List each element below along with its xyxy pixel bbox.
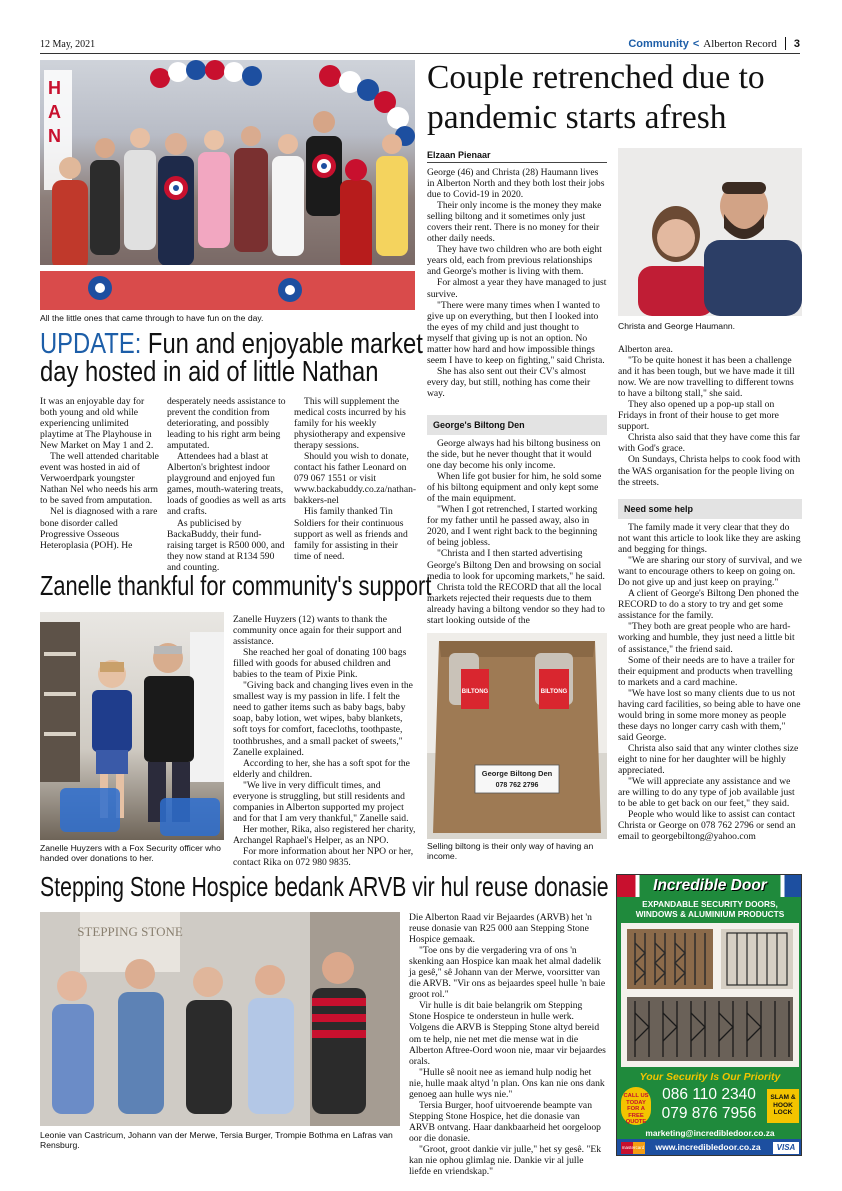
story1-col3 xyxy=(294,396,416,562)
section-name: Community xyxy=(628,37,689,50)
section-separator: < xyxy=(692,37,700,50)
hospice-photo-caption: Leonie van Castricum, Johann van der Merwe, Tersia Burger, Trompie Bothma en Lafras van Rensburg. xyxy=(40,1130,393,1151)
zanelle-photo xyxy=(40,612,224,840)
paragraph: Tersia Burger, hoof uitvoerende beampte van Stepping Stone Hospice, het die donasie van ARVB ontvang. Haar dankbaarheid het oorgeloop oor die donasie. xyxy=(409,1099,601,1144)
paragraph: She has also sent out their CV's almost every day, but still, nothing has come their way. xyxy=(427,365,591,399)
hospice-photo xyxy=(40,912,400,1126)
paragraph: "When I got retrenched, I started working for my father until he passed away, also in 2020, and I went right back to the beginning of being jobless. xyxy=(427,504,598,549)
page-number: 3 xyxy=(793,37,800,50)
paragraph: desperately needs assistance to prevent the condition from deteriorating, and possibly leading to his right arm being amputated. xyxy=(167,396,286,452)
paragraph: Nel is diagnosed with a rare bone disorder called Progressive Osseous Heteroplasia (POH). He xyxy=(40,506,158,551)
ad-phone-1[interactable]: 086 110 2340 xyxy=(662,1086,756,1103)
paragraph: Attendees had a blast at Alberton's brightest indoor playground and enjoyed fun games, mouth-watering treats, loads of goodies as well as arts and crafts. xyxy=(167,451,286,518)
paragraph: The well attended charitable event was hosted in aid of Verwoerdpark youngster Nathan Nel who needs his arm to be saved from amputation. xyxy=(40,451,159,507)
paragraph: "We live in very difficult times, and everyone is struggling, but still residents and companies in Alberton supported my project and for that I am very thankful," Zanelle said. xyxy=(233,779,409,824)
header-masthead xyxy=(628,37,800,50)
story3-byline: Elzaan Pienaar xyxy=(427,150,491,160)
story3-col2b xyxy=(618,522,802,842)
paragraph: Should you wish to donate, contact his father Leonard on 079 067 1551 or visit www.backabuddy.co.za/nathan-bakkers-nel xyxy=(294,451,417,507)
paragraph: "Toe ons by die vergadering vra of ons 'n skenking aan Hospice kan maak het almal dadelik ja gesê," sê Johann van der Merwe, voorsitter van die ARVB. "Vir ons as bejaardes speel hulle 'n baie groot rol." xyxy=(409,945,606,1001)
story1-headline-text1: Fun and enjoyable market xyxy=(141,328,423,360)
paragraph: "They both are great people who are hard-working and humble, they just need a little bit of assistance," the friend said. xyxy=(618,621,795,655)
hospice-photo-illustration xyxy=(40,912,400,1126)
couple-photo-illustration xyxy=(618,148,802,316)
story1-col2 xyxy=(167,396,287,573)
paragraph: As publicised by BackaBuddy, their fund-raising target is R500 000, and they now stand at R134 590 and counting. xyxy=(167,517,285,573)
paragraph: For almost a year they have managed to just survive. xyxy=(427,277,607,300)
paragraph: "We have lost so many clients due to us not having card facilities, so being able to have one would bring in some more money as people these days no longer carry cash with them," said George. xyxy=(618,687,801,743)
paragraph: "We are sharing our story of survival, and we want to encourage others to keep on going on. Do not give up and just keep on praying." xyxy=(618,555,802,589)
update-label: UPDATE: xyxy=(40,328,142,360)
party-photo xyxy=(40,60,415,310)
paragraph: George (46) and Christa (28) Haumann lives in Alberton North and they both lost their jobs due to Covid-19 in 2020. xyxy=(427,167,605,201)
story3-headline-line1: Couple retrenched due to xyxy=(427,59,765,96)
couple-photo-caption: Christa and George Haumann. xyxy=(618,321,736,331)
header-date: 12 May, 2021 xyxy=(40,39,96,50)
paragraph: Christa also said that they have come this far with God's grace. xyxy=(618,432,801,455)
sticker-label-right: BILTONG xyxy=(540,689,568,695)
balloon-arch xyxy=(150,60,415,146)
ad-tagline-line1: EXPANDABLE SECURITY DOORS, xyxy=(642,899,778,909)
paragraph: Some of their needs are to have a trailer for their equipment and products when travelling to markets and a card machine. xyxy=(618,654,795,688)
paragraph: Vir hulle is dit baie belangrik om Stepping Stone Hospice te ondersteun in hulle werk. Volgens die ARVB is Stepping Stone altyd bereid om te help, nie net met die mense wat in die Alberton Aftree-Oord woon nie, maar vir bejaardes orals. xyxy=(409,1000,606,1067)
paragraph: According to her, she has a soft spot for the elderly and children. xyxy=(233,757,410,780)
paragraph: Alberton area. xyxy=(618,344,673,355)
paragraph: "Groot, groot dankie vir julle," het sy gesê. "Ek kan nie ophou glimlag nie. Dankie vir al julle liefde en vriendskap." xyxy=(409,1143,602,1178)
story1-headline xyxy=(40,330,423,386)
ad-brand: Incredible Door xyxy=(653,877,767,894)
ad-tagline xyxy=(617,899,802,919)
svg-text:A: A xyxy=(48,102,61,122)
header-divider xyxy=(785,37,786,50)
paragraph: "To be quite honest it has been a challenge and it has been tough, but we have made it till now. We are now travelling to different towns to have a biltong stall," she said. xyxy=(618,355,795,400)
paragraph: His family thanked Tin Soldiers for their continuous support as well as friends and family for assisting in their time of need. xyxy=(294,506,408,562)
svg-text:N: N xyxy=(48,126,61,146)
paragraph: People who would like to assist can contact Christa or George on 078 762 2796 or send an email to georgebiltong@yahoo.com xyxy=(618,809,796,843)
paragraph: She reached her goal of donating 100 bags filled with goods for abused children and babies to the team of Pixie Pink. xyxy=(233,647,407,681)
paragraph: When life got busier for him, he sold some of his biltong equipment and only kept some of the main equipment. xyxy=(427,471,602,505)
paragraph: "There were many times when I wanted to give up on everything, but then I looked into the eyes of my child and just thought to myself that giving up is not an option. No matter how hard and how impossible things seem I have to keep on fighting," said Christa. xyxy=(427,299,605,366)
story1-headline-line2: day hosted in aid of little Nathan xyxy=(40,356,379,388)
paragraph: George always had his biltong business on the side, but he never thought that it would one day become his only income. xyxy=(427,438,601,472)
paragraph: "Giving back and changing lives even in the smallest way is my passion in life. I felt the need to gather items such as baby bags, baby soap, baby lotion, wet wipes, baby blankets, soft toys for comfort, facecloths, toothpaste, toothbrushes, and a small packet of sweets," Zanelle explained. xyxy=(233,680,413,758)
ad-tagline-line2: WINDOWS & ALUMINIUM PRODUCTS xyxy=(635,909,785,919)
biltong-photo-caption: Selling biltong is their only way of having an income. xyxy=(427,841,594,862)
paragraph: Zanelle Huyzers (12) wants to thank the community once again for their support and assistance. xyxy=(233,614,402,648)
biltong-photo xyxy=(427,633,607,839)
paragraph: Their only income is the money they make selling biltong and it sometimes only just covers their rent. There is no money for their other daily needs. xyxy=(427,200,602,245)
paragraph: For more information about her NPO or her, contact Rika on 072 980 9835. xyxy=(233,845,414,869)
paragraph: On Sundays, Christa helps to cook food with the WAS organisation for the people living on the streets. xyxy=(618,454,801,488)
story4-headline: Stepping Stone Hospice bedank ARVB vir hul reuse donasie xyxy=(40,871,609,902)
hospice-sign: STEPPING STONE xyxy=(77,924,183,939)
paragraph: "We will appreciate any assistance and we are willing to do any type of job available just to be able to get back on our feet," they said. xyxy=(618,776,795,810)
story2-headline: Zanelle thankful for community's support xyxy=(40,570,432,601)
paragraph: Her mother, Rika, also registered her charity, Archangel Raphael's Helper, as an NPO. xyxy=(233,823,416,846)
biltong-photo-illustration xyxy=(427,633,607,839)
sticker-label-left: BILTONG xyxy=(461,689,489,695)
paragraph: Christa told the RECORD that all the local markets rejected their requests due to them already having a biltong vendor so they had to start looking outside of the xyxy=(427,581,605,626)
story1-headline-line1 xyxy=(40,330,423,358)
paragraph: This will supplement the medical costs incurred by his family for his weekly physiotherapy and expensive therapy sessions. xyxy=(294,396,406,452)
subhead-biltong-den: George's Biltong Den xyxy=(427,415,607,435)
couple-photo xyxy=(618,148,802,316)
paragraph: They have two children who are both eight years old, each from previous relationships and George's mother is living with them. xyxy=(427,244,602,278)
paragraph: They also opened up a pop-up stall on Fridays in front of their house to get more support. xyxy=(618,399,779,433)
party-photo-caption: All the little ones that came through to have fun on the day. xyxy=(40,313,264,323)
mastercard-icon: mastercard xyxy=(621,1142,645,1154)
paragraph: "Hulle sê nooit nee as iemand hulp nodig het nie, hulle maak altyd 'n plan. Ons kan nie ons dank genoeg aan hulle wys nie." xyxy=(409,1066,605,1100)
bag-label-name: George Biltong Den xyxy=(481,769,553,778)
zanelle-photo-caption: Zanelle Huyzers with a Fox Security officer who handed over donations to her. xyxy=(40,843,221,864)
paragraph: Die Alberton Raad vir Bejaardes (ARVB) het 'n reuse donasie van R25 000 aan Stepping Stone Hospice gemaak. xyxy=(409,912,592,946)
story3-headline-line2: pandemic starts afresh xyxy=(427,99,727,136)
incredible-door-ad[interactable] xyxy=(616,874,802,1156)
paragraph: The family made it very clear that they do not want this article to look like they are asking and begging for things. xyxy=(618,522,801,556)
paragraph: It was an enjoyable day for both young and old while experiencing unlimited playtime at The Playhouse in New Market on May 1 and 2. xyxy=(40,396,154,452)
story3-headline xyxy=(427,58,802,138)
story4-body xyxy=(409,912,606,1177)
paper-name: Alberton Record xyxy=(703,37,777,50)
security-door-illustration xyxy=(621,923,799,1067)
ad-product-images xyxy=(621,923,799,1067)
ad-website[interactable]: www.incredibledoor.co.za xyxy=(655,1142,761,1152)
subhead-need-help: Need some help xyxy=(618,499,802,519)
paragraph: A client of George's Biltong Den phoned the RECORD to do a story to try and get some assistance for the family. xyxy=(618,588,799,622)
paragraph: "Christa and I then started advertising George's Biltong Den and browsing on social media to look for upcoming markets," he said. xyxy=(427,548,605,582)
ad-priority: Your Security Is Our Priority xyxy=(639,1071,781,1083)
lock-badge: SLAM & HOOK LOCK xyxy=(767,1089,799,1123)
story1-col1 xyxy=(40,396,160,551)
svg-text:H: H xyxy=(48,78,61,98)
visa-icon: VISA xyxy=(773,1142,799,1154)
story3-col1b xyxy=(427,438,607,626)
ad-email[interactable]: marketing@incredibledoor.co.za xyxy=(645,1128,775,1138)
crowd-of-children xyxy=(52,111,408,270)
bag-label-phone: 078 762 2796 xyxy=(495,782,539,789)
ad-phone-2[interactable]: 079 876 7956 xyxy=(661,1105,757,1122)
story3-col1a xyxy=(427,167,607,399)
party-photo-illustration xyxy=(40,60,415,310)
call-badge: CALL US TODAY FOR A FREE QUOTE xyxy=(621,1087,651,1125)
header-rule xyxy=(40,53,800,54)
story2-body xyxy=(233,614,416,868)
paragraph: Christa also said that any winter clothes size eight to nine for her daughter will be highly appreciated. xyxy=(618,742,799,777)
story3-col2a xyxy=(618,344,802,488)
zanelle-photo-illustration xyxy=(40,612,224,840)
byline-rule xyxy=(427,162,607,163)
